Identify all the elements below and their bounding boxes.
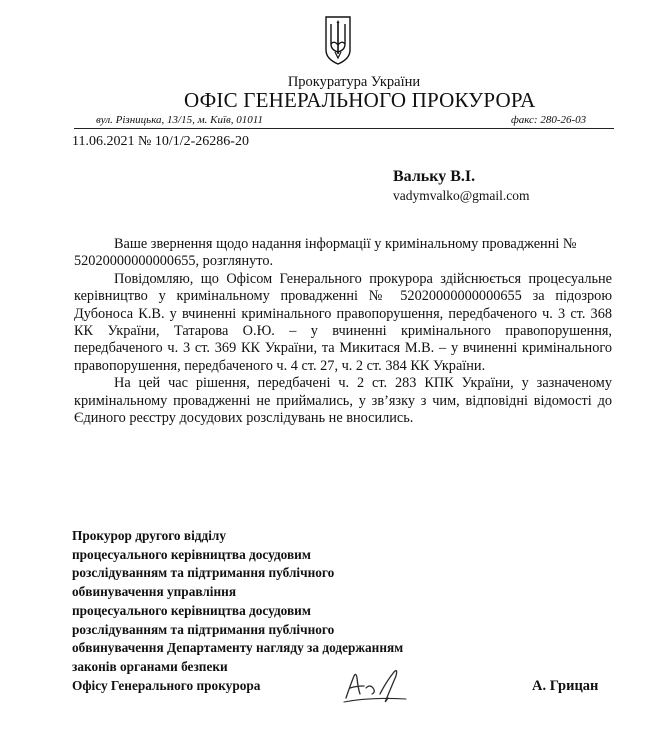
handwritten-signature-icon (340, 664, 412, 706)
letter-body (74, 236, 612, 427)
signer-name: А. Грицан (532, 678, 599, 694)
signature-title-line: розслідуванням та підтримання публічного (72, 565, 335, 581)
office-fax: факс: 280-26-03 (511, 114, 587, 126)
body-paragraph: Повідомляю, що Офісом Генерального прокурора здійснюється процесуальне керівництво у кримінальному провадженні № 52020000000000655 за підозрою Дубоноса К.В. у вчиненні кримінального правопорушення, передбаченого ч. 3 ст. 368 КК України, Татарова О.Ю. – у вчиненні кримінального правопорушення, передбаченого ч. 3 ст. 369 КК України, та Микитася М.В. – у вчиненні кримінального правопорушення, передбаченого ч. 4 ст. 27, ч. 2 ст. 384 КК України. (74, 270, 612, 374)
signature-title-block (72, 527, 492, 695)
signature-title-line: процесуального керівництва досудовим (72, 546, 311, 562)
body-paragraph: Ваше звернення щодо надання інформації у кримінальному провадженні № 52020000000000655, розглянуто. (74, 236, 577, 270)
agency-name: Прокуратура України (287, 74, 421, 90)
office-address: вул. Різницька, 13/15, м. Київ, 01011 (96, 114, 263, 126)
recipient-email: vadymvalko@gmail.com (393, 188, 530, 203)
signature-title-line: обвинувачення Департаменту нагляду за додержанням (72, 640, 404, 656)
signature-title-line: розслідуванням та підтримання публічного (72, 621, 335, 637)
signature-title-line: процесуального керівництва досудовим (72, 602, 311, 618)
signature-title-line: Офісу Генерального прокурора (72, 677, 261, 693)
signature-title-line: законів органами безпеки (72, 658, 228, 674)
header-divider (74, 128, 614, 129)
recipient-name: Вальку В.І. (393, 168, 476, 185)
outgoing-number: 11.06.2021 № 10/1/2-26286-20 (72, 134, 249, 149)
office-title: ОФІС ГЕНЕРАЛЬНОГО ПРОКУРОРА (184, 88, 536, 112)
signature-title-line: обвинувачення управління (72, 584, 237, 600)
trident-emblem-icon (323, 14, 353, 66)
body-paragraph: На цей час рішення, передбачені ч. 2 ст. 283 КПК України, у зазначеному кримінальному провадженні не приймались, у зв’язку з чим, відповідні відомості до Єдиного реєстру досудових розслідувань не вносились. (74, 375, 612, 427)
signature-title-line: Прокурор другого відділу (72, 528, 227, 543)
